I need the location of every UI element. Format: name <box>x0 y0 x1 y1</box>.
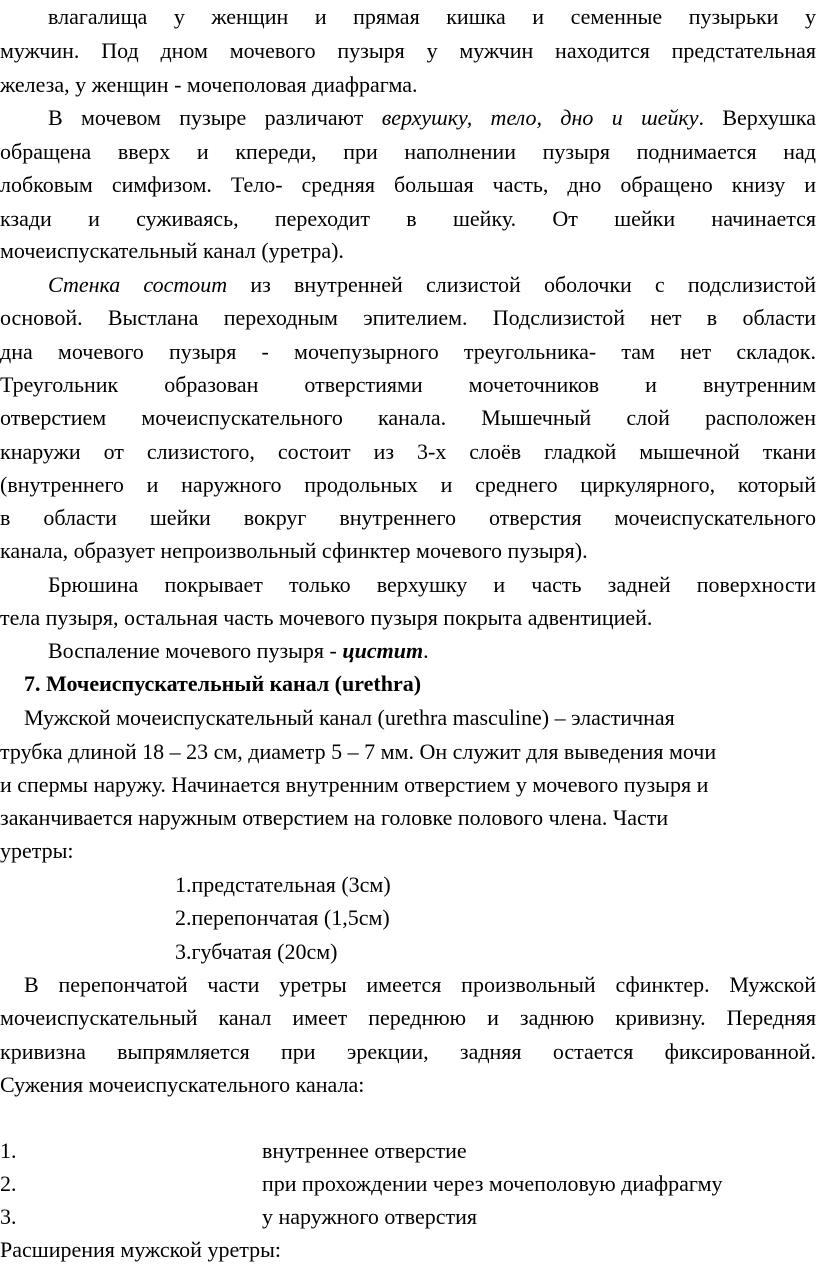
list-item <box>0 903 816 933</box>
text-line: лобковым симфизом. Тело- средняя большая часть, дно обращено книзу и <box>0 170 816 200</box>
italic-term: Стенка состоит <box>48 272 227 297</box>
list-item-text: у наружного отверстия <box>262 1202 477 1232</box>
text-span: В мочевом пузыре различают <box>48 105 382 130</box>
paragraph-line <box>0 103 816 133</box>
text-line: уретры: <box>0 836 816 866</box>
list-item-text: внутреннее отверстие <box>262 1136 467 1166</box>
text-line: дна мочевого пузыря - мочепузырного треугольника- там нет складок. <box>0 337 816 367</box>
text-line: мочеиспускательный канал (уретра). <box>0 236 816 266</box>
list-item <box>0 870 816 900</box>
list-item-text: при прохождении через мочеполовую диафрагму <box>262 1169 723 1199</box>
text-line: трубка длиной 18 – 23 см, диаметр 5 – 7 мм. Он служит для выведения мочи <box>0 737 816 767</box>
list-item <box>0 1136 816 1166</box>
bold-italic-term: цистит <box>342 638 423 663</box>
text-line: В перепончатой части уретры имеется произвольный сфинктер. Мужской <box>0 970 816 1000</box>
text-line: Сужения мочеиспускательного канала: <box>0 1070 816 1100</box>
list-item <box>0 937 816 967</box>
text-line: мужчин. Под дном мочевого пузыря у мужчин находится предстательная <box>0 36 816 66</box>
text-line: Мужской мочеиспускательный канал (urethra masculine) – эластичная <box>24 703 816 733</box>
text-line: тела пузыря, остальная часть мочевого пузыря покрыта адвентицией. <box>0 603 816 633</box>
list-item-text: 1.предстательная (3см) <box>175 870 391 900</box>
italic-term: верхушку, тело, дно и шейку <box>382 105 699 130</box>
list-item-text: 3.губчатая (20см) <box>175 937 337 967</box>
text-line: Расширения мужской уретры: <box>0 1235 816 1265</box>
text-line: мочеиспускательный канал имеет переднюю и заднюю кривизну. Передняя <box>0 1003 816 1033</box>
text-span: . Верхушка <box>699 105 816 130</box>
list-item <box>0 1202 816 1232</box>
text-line: канала, образует непроизвольный сфинктер мочевого пузыря). <box>0 536 816 566</box>
paragraph-line <box>0 636 816 666</box>
text-line: обращена вверх и кпереди, при наполнении пузыря поднимается над <box>0 137 816 167</box>
text-line: (внутреннего и наружного продольных и среднего циркулярного, который <box>0 470 816 500</box>
section-heading: 7. Мочеиспускательный канал (urethra) <box>24 669 816 699</box>
list-number: 2. <box>0 1169 17 1199</box>
text-line: в области шейки вокруг внутреннего отверстия мочеиспускательного <box>0 503 816 533</box>
list-item <box>0 1169 816 1199</box>
text-span: из внутренней слизистой оболочки с подслизистой <box>227 272 816 297</box>
text-line: основой. Выстлана переходным эпителием. Подслизистой нет в области <box>0 303 816 333</box>
text-line: Брюшина покрывает только верхушку и часть задней поверхности <box>0 570 816 600</box>
text-span: . <box>423 638 429 663</box>
text-line: кривизна выпрямляется при эрекции, задняя остается фиксированной. <box>0 1037 816 1067</box>
text-line: Треугольник образован отверстиями мочеточников и внутренним <box>0 370 816 400</box>
text-line: и спермы наружу. Начинается внутренним отверстием у мочевого пузыря и <box>0 770 816 800</box>
text-line: заканчивается наружным отверстием на головке полового члена. Части <box>0 803 816 833</box>
list-item-text: 2.перепончатая (1,5см) <box>175 903 390 933</box>
paragraph-line <box>0 270 816 300</box>
text-line: кнаружи от слизистого, состоит из 3-х слоёв гладкой мышечной ткани <box>0 437 816 467</box>
list-number: 1. <box>0 1136 17 1166</box>
text-span: Воспаление мочевого пузыря - <box>48 638 342 663</box>
text-line: отверстием мочеиспускательного канала. Мышечный слой расположен <box>0 403 816 433</box>
list-number: 3. <box>0 1202 17 1232</box>
text-line: кзади и суживаясь, переходит в шейку. От шейки начинается <box>0 204 816 234</box>
text-line: влагалища у женщин и прямая кишка и семенные пузырьки у <box>0 2 816 32</box>
text-line: железа, у женщин - мочеполовая диафрагма. <box>0 70 816 100</box>
